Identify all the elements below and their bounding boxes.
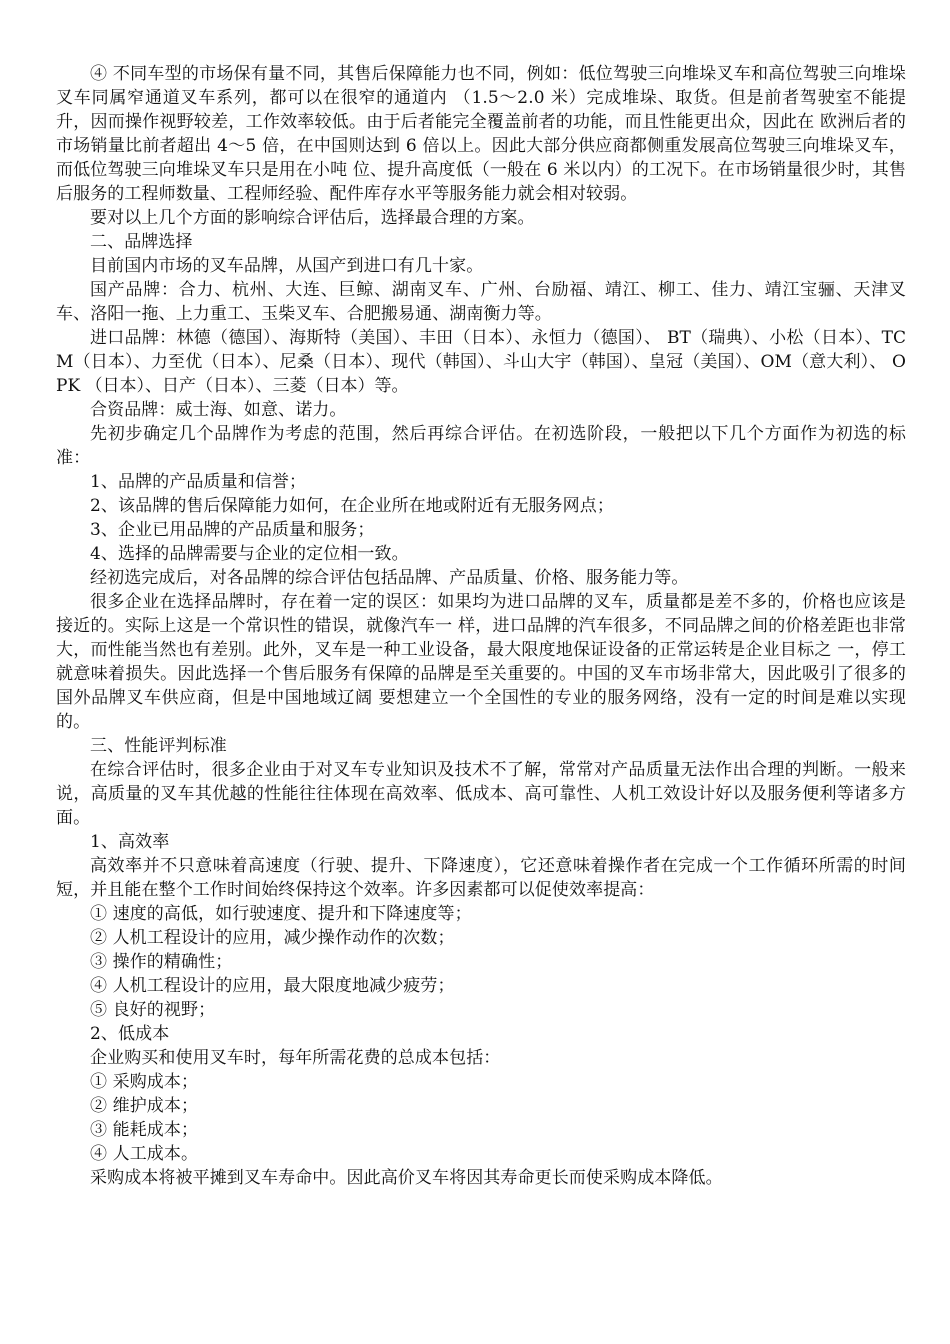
paragraph-evaluation-summary: 要对以上几个方面的影响综合评估后，选择最合理的方案。 bbox=[90, 208, 535, 228]
paragraph-quality-judgement: 在综合评估时，很多企业由于对叉车专业知识及技术不了解，常常对产品质量无法作出合理的判断。一般来说，高质量的叉车其优越的性能往往体现在高效率、低成本、高可靠性、人机工效设计好以及服务便利等诸多方面。 bbox=[56, 760, 906, 828]
section-heading-brand-selection: 二、品牌选择 bbox=[90, 232, 193, 252]
list-item-criterion-1: 1、品牌的产品质量和信誉； bbox=[90, 472, 307, 492]
list-item-cost-2: ② 维护成本； bbox=[90, 1096, 199, 1116]
paragraph-brand-misconception: 很多企业在选择品牌时，存在着一定的误区：如果均为进口品牌的叉车，质量都是差不多的，价格也应该是接近的。实际上这是一个常识性的错误，就像汽车一 样，进口品牌的汽车很多，不同品牌之间的价格差距也非常大，而性能当然也有差别。此外，叉车是一种工业设备，最大限度地保证设备的正常运转是企业目标之 一，停工就意味着损失。因此选择一个售后服务有保障的品牌是至关重要的。中国的叉车市场非常大，因此吸引了很多的国外品牌叉车供应商，但是中国地域辽阔 要想建立一个全国性的专业的服务网络，没有一定的时间是难以实现的。 bbox=[56, 592, 906, 732]
paragraph-total-cost: 企业购买和使用叉车时，每年所需花费的总成本包括： bbox=[90, 1048, 501, 1068]
list-item-criterion-2: 2、该品牌的售后保障能力如何，在企业所在地或附近有无服务网点； bbox=[90, 496, 614, 516]
paragraph-joint-venture-brands: 合资品牌：威士海、如意、诺力。 bbox=[90, 400, 347, 420]
paragraph-domestic-brands: 国产品牌：合力、杭州、大连、巨鲸、湖南叉车、广州、台励福、靖江、柳工、佳力、靖江宝骊、天津叉车、洛阳一拖、上力重工、玉柴叉车、合肥搬易通、湖南衡力等。 bbox=[56, 280, 906, 324]
list-item-cost-3: ③ 能耗成本； bbox=[90, 1120, 199, 1140]
paragraph-purchase-cost-amortization: 采购成本将被平摊到叉车寿命中。因此高价叉车将因其寿命更长而使采购成本降低。 bbox=[90, 1168, 723, 1188]
section-heading-performance-criteria: 三、性能评判标准 bbox=[90, 736, 227, 756]
list-item-efficiency-1: ① 速度的高低，如行驶速度、提升和下降速度等； bbox=[90, 904, 472, 924]
subheading-low-cost: 2、低成本 bbox=[90, 1024, 170, 1044]
subheading-high-efficiency: 1、高效率 bbox=[90, 832, 170, 852]
paragraph-efficiency-definition: 高效率并不只意味着高速度（行驶、提升、下降速度），它还意味着操作者在完成一个工作循环所需的时间短，并且能在整个工作时间始终保持这个效率。许多因素都可以促使效率提高： bbox=[56, 856, 906, 900]
list-item-cost-1: ① 采购成本； bbox=[90, 1072, 199, 1092]
list-item-efficiency-4: ④ 人机工程设计的应用，最大限度地减少疲劳； bbox=[90, 976, 455, 996]
list-item-efficiency-5: ⑤ 良好的视野； bbox=[90, 1000, 216, 1020]
paragraph-market-ownership: ④ 不同车型的市场保有量不同，其售后保障能力也不同，例如：低位驾驶三向堆垛叉车和高位驾驶三向堆垛叉车同属窄通道叉车系列，都可以在很窄的通道内 （1.5～2.0 米）完成堆垛、取货。但是前者驾驶室不能提升，因而操作视野较差，工作效率较低。由于后者能完全覆盖前者的功能，而且性能更出众，因此在 欧洲后者的市场销量比前者超出 4～5 倍，在中国则达到 6 倍以上。因此大部分供应商都侧重发展高位驾驶三向堆垛叉车，而低位驾驶三向堆垛叉车只是用在小吨 位、提升高度低（一般在 6 米以内）的工况下。在市场销量很少时，其售后服务的工程师数量、工程师经验、配件库存水平等服务能力就会相对较弱。 bbox=[56, 64, 906, 204]
paragraph-comprehensive-evaluation: 经初选完成后，对各品牌的综合评估包括品牌、产品质量、价格、服务能力等。 bbox=[90, 568, 689, 588]
document-body bbox=[56, 62, 906, 1190]
list-item-efficiency-3: ③ 操作的精确性； bbox=[90, 952, 233, 972]
list-item-criterion-4: 4、选择的品牌需要与企业的定位相一致。 bbox=[90, 544, 409, 564]
paragraph-brand-count: 目前国内市场的叉车品牌，从国产到进口有几十家。 bbox=[90, 256, 484, 276]
list-item-criterion-3: 3、企业已用品牌的产品质量和服务； bbox=[90, 520, 375, 540]
list-item-efficiency-2: ② 人机工程设计的应用，减少操作动作的次数； bbox=[90, 928, 455, 948]
paragraph-imported-brands: 进口品牌：林德（德国）、海斯特（美国）、丰田（日本）、永恒力（德国）、 BT（瑞典）、小松（日本）、TCM（日本）、力至优（日本）、尼桑（日本）、现代（韩国）、斗山大宇（韩国）、皇冠（美国）、OM（意大利）、 OPK （日本）、日产（日本）、三菱（日本）等。 bbox=[56, 328, 906, 396]
list-item-cost-4: ④ 人工成本。 bbox=[90, 1144, 199, 1164]
paragraph-initial-selection: 先初步确定几个品牌作为考虑的范围，然后再综合评估。在初选阶段，一般把以下几个方面作为初选的标准： bbox=[56, 424, 906, 468]
